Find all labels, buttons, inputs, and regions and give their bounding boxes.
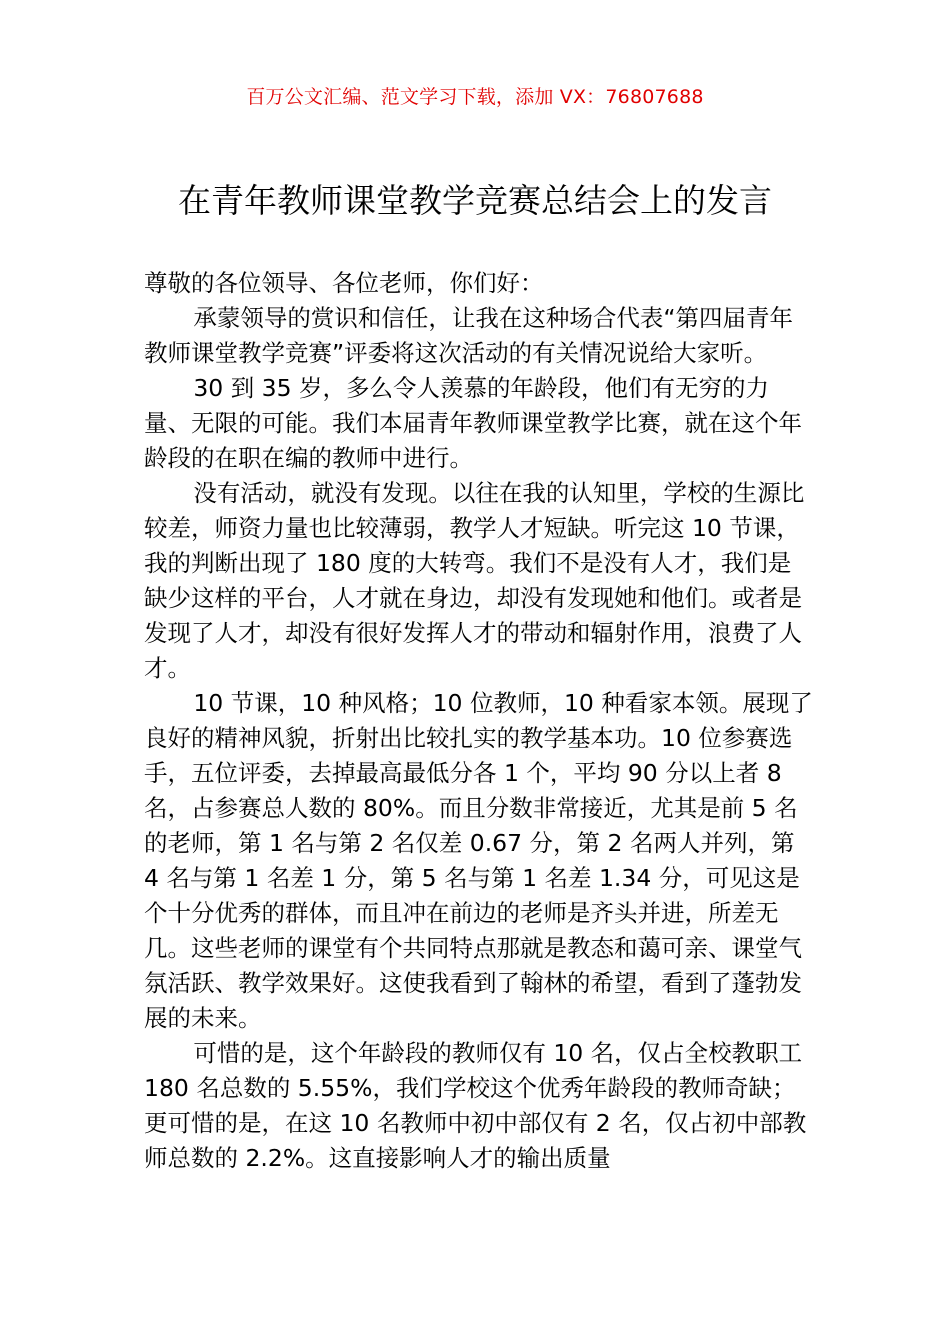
- paragraph-1: 承蒙领导的赏识和信任，让我在这种场合代表“第四届青年教师课堂教学竞赛”评委将这次活动的有关情况说给大家听。: [144, 304, 794, 367]
- document-body: [144, 266, 814, 1176]
- paragraph-3: 没有活动，就没有发现。以往在我的认知里，学校的生源比较差，师资力量也比较薄弱，教学人才短缺。听完这 10 节课，我的判断出现了 180 度的大转弯。我们不是没有人才，我们是缺少这样的平台，人才就在身边，却没有发现她和他们。或者是发现了人才，却没有很好发挥人才的带动和辐射作用，浪费了人才。: [144, 479, 805, 682]
- page-title: 在青年教师课堂教学竞赛总结会上的发言: [178, 181, 772, 220]
- paragraph-4: 10 节课，10 种风格；10 位教师，10 种看家本领。展现了良好的精神风貌，折射出比较扎实的教学基本功。10 位参赛选手，五位评委，去掉最高最低分各 1 个，平均 90 分以上者 8 名，占参赛总人数的 80%。而且分数非常接近，尤其是前 5 名的老师，第 1 名与第 2 名仅差 0.67 分，第 2 名两人并列，第 4 名与第 1 名差 1 分，第 5 名与第 1 名差 1.34 分，可见这是个十分优秀的群体，而且冲在前边的老师是齐头并进，所差无几。这些老师的课堂有个共同特点那就是教态和蔼可亲、课堂气氛活跃、教学效果好。这使我看到了翰林的希望，看到了蓬勃发展的未来。: [144, 689, 813, 1032]
- paragraph-5: 可惜的是，这个年龄段的教师仅有 10 名，仅占全校教职工 180 名总数的 5.55%，我们学校这个优秀年龄段的教师奇缺；更可惜的是，在这 10 名教师中初中部仅有 2 名，仅占初中部教师总数的 2.2%。这直接影响人才的输出质量: [144, 1039, 807, 1172]
- salutation: 尊敬的各位领导、各位老师，你们好：: [144, 269, 544, 297]
- paragraph-2: 30 到 35 岁，多么令人羡慕的年龄段，他们有无穷的力量、无限的可能。我们本届青年教师课堂教学比赛，就在这个年龄段的在职在编的教师中进行。: [144, 374, 802, 472]
- header-note: 百万公文汇编、范文学习下载，添加 VX：76807688: [246, 86, 704, 108]
